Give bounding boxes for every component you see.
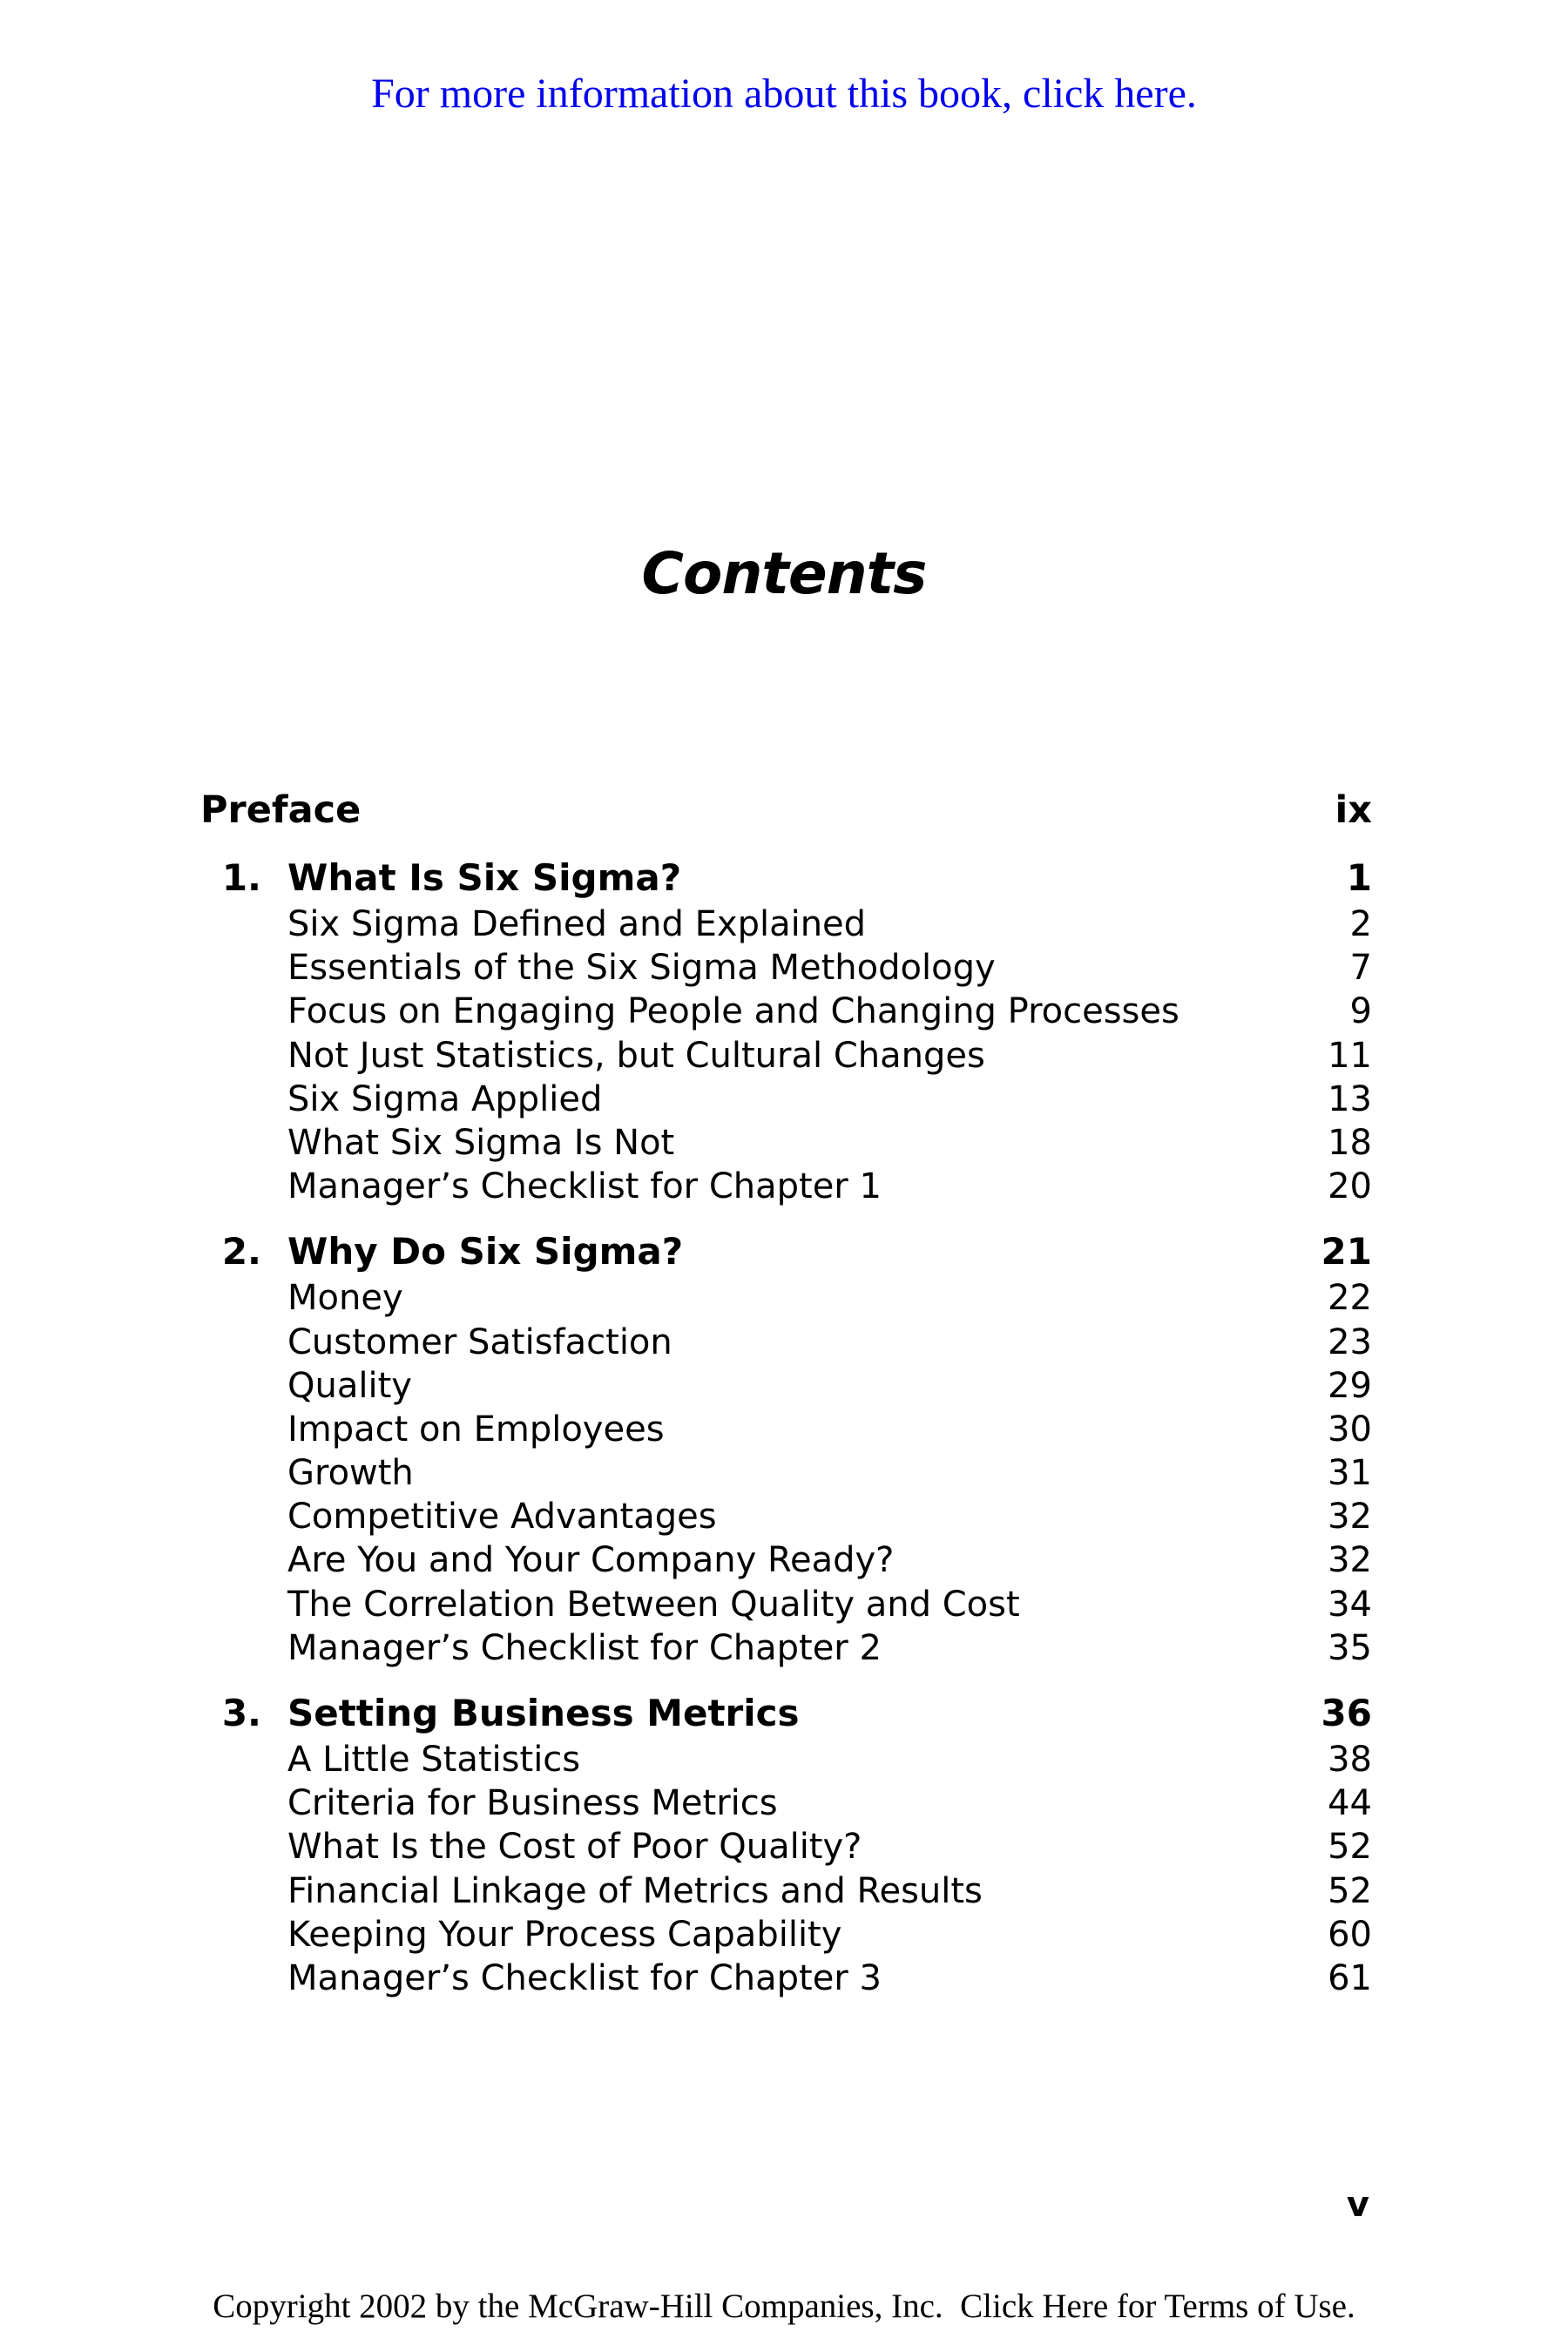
section-title: Six Sigma Defined and Explained (287, 904, 867, 944)
section-title: Focus on Engaging People and Changing Processes (287, 991, 1179, 1032)
section-title: Keeping Your Process Capability (287, 1914, 842, 1955)
section-title: Growth (287, 1453, 414, 1494)
section-title: What Six Sigma Is Not (287, 1122, 675, 1163)
section-title: Impact on Employees (287, 1409, 665, 1450)
toc-section-entry[interactable] (200, 1583, 1372, 1626)
toc-preface-entry[interactable] (200, 775, 1372, 845)
terms-of-use-link[interactable]: Click Here for Terms of Use. (960, 2288, 1355, 2325)
chapter-title: Setting Business Metrics (287, 1692, 800, 1734)
page-title: Contents (641, 540, 927, 607)
chapter-heading-left (200, 854, 681, 902)
section-title: Manager’s Checklist for Chapter 3 (287, 1957, 882, 1998)
section-page-number: 11 (1328, 1035, 1372, 1076)
chapter-title: Why Do Six Sigma? (287, 1230, 684, 1274)
section-title: Competitive Advantages (287, 1497, 717, 1538)
section-title: Financial Linkage of Metrics and Results (287, 1870, 983, 1911)
section-page-number: 34 (1328, 1584, 1372, 1625)
section-page-number: 52 (1328, 1870, 1372, 1911)
section-page-number: 44 (1328, 1783, 1372, 1824)
section-title: Six Sigma Applied (287, 1078, 603, 1119)
chapter-heading[interactable] (200, 854, 1372, 902)
section-title: Customer Satisfaction (287, 1321, 672, 1362)
toc-section-entry[interactable] (200, 1738, 1372, 1781)
section-page-number: 32 (1328, 1540, 1372, 1581)
section-title: Are You and Your Company Ready? (287, 1540, 895, 1581)
section-page-number: 32 (1328, 1497, 1372, 1538)
toc-section-entry[interactable] (200, 1451, 1372, 1495)
section-title: Essentials of the Six Sigma Methodology (287, 948, 996, 989)
section-page-number: 20 (1328, 1166, 1372, 1207)
toc-section-entry[interactable] (200, 1781, 1372, 1825)
chapter-number: 2. (221, 1230, 261, 1274)
chapter-title: What Is Six Sigma? (287, 856, 682, 899)
toc-section-entry[interactable] (200, 1957, 1372, 2000)
section-page-number: 9 (1349, 991, 1372, 1032)
section-page-number: 61 (1328, 1957, 1372, 1998)
toc-section-entry[interactable] (200, 1869, 1372, 1913)
toc-section-entry[interactable] (200, 902, 1372, 946)
section-title: Manager’s Checklist for Chapter 2 (287, 1627, 882, 1668)
preface-page-number: ix (1335, 788, 1372, 832)
toc-section-entry[interactable] (200, 1408, 1372, 1451)
section-page-number: 18 (1328, 1122, 1372, 1163)
copyright-footer (0, 2287, 1568, 2326)
section-title: Not Just Statistics, but Cultural Changes (287, 1035, 985, 1076)
chapter-page-number: 21 (1321, 1230, 1372, 1274)
toc-section-entry[interactable] (200, 1495, 1372, 1538)
section-title: What Is the Cost of Poor Quality? (287, 1827, 862, 1868)
toc-section-entry[interactable] (200, 1913, 1372, 1957)
toc-section-entry[interactable] (200, 1165, 1372, 1208)
section-title: The Correlation Between Quality and Cost (287, 1584, 1020, 1625)
section-page-number: 2 (1349, 904, 1372, 944)
chapter-list (200, 854, 1372, 2000)
chapter-page-number: 1 (1346, 856, 1372, 899)
section-page-number: 23 (1328, 1321, 1372, 1362)
section-page-number: 38 (1328, 1740, 1372, 1780)
section-page-number: 13 (1328, 1078, 1372, 1119)
toc-section-entry[interactable] (200, 1626, 1372, 1670)
chapter-number: 1. (221, 856, 261, 899)
copyright-text: Copyright 2002 by the McGraw-Hill Companies, Inc. (213, 2288, 943, 2325)
toc-section-entry[interactable] (200, 1538, 1372, 1582)
folio-page-number: v (1346, 2185, 1369, 2225)
section-page-number: 22 (1328, 1278, 1372, 1319)
section-title: Manager’s Checklist for Chapter 1 (287, 1166, 882, 1207)
section-page-number: 30 (1328, 1409, 1372, 1450)
chapter-heading-left (200, 1689, 800, 1738)
section-page-number: 52 (1328, 1827, 1372, 1868)
toc-section-entry[interactable] (200, 1034, 1372, 1078)
chapter-page-number: 36 (1321, 1692, 1372, 1734)
chapter-heading-left (200, 1227, 683, 1276)
section-page-number: 31 (1328, 1453, 1372, 1494)
toc-section-entry[interactable] (200, 1121, 1372, 1165)
chapter-number: 3. (221, 1692, 261, 1734)
section-title: Quality (287, 1365, 412, 1406)
book-info-link[interactable]: For more information about this book, click here. (371, 71, 1197, 117)
chapter-heading[interactable] (200, 1227, 1372, 1276)
table-of-contents (200, 775, 1372, 2019)
toc-chapter-2 (200, 1227, 1372, 1670)
toc-section-entry[interactable] (200, 990, 1372, 1033)
section-title: Criteria for Business Metrics (287, 1783, 778, 1824)
section-page-number: 29 (1328, 1365, 1372, 1406)
toc-section-entry[interactable] (200, 1364, 1372, 1408)
toc-chapter-1 (200, 854, 1372, 1208)
toc-section-entry[interactable] (200, 1276, 1372, 1320)
toc-chapter-3 (200, 1689, 1372, 2000)
section-page-number: 60 (1328, 1914, 1372, 1955)
toc-section-entry[interactable] (200, 1321, 1372, 1364)
toc-section-entry[interactable] (200, 946, 1372, 990)
toc-section-entry[interactable] (200, 1825, 1372, 1869)
section-page-number: 7 (1349, 948, 1372, 989)
section-page-number: 35 (1328, 1627, 1372, 1668)
preface-label: Preface (200, 788, 362, 832)
toc-section-entry[interactable] (200, 1078, 1372, 1121)
section-title: A Little Statistics (287, 1740, 581, 1780)
section-title: Money (287, 1278, 403, 1319)
chapter-heading[interactable] (200, 1689, 1372, 1738)
